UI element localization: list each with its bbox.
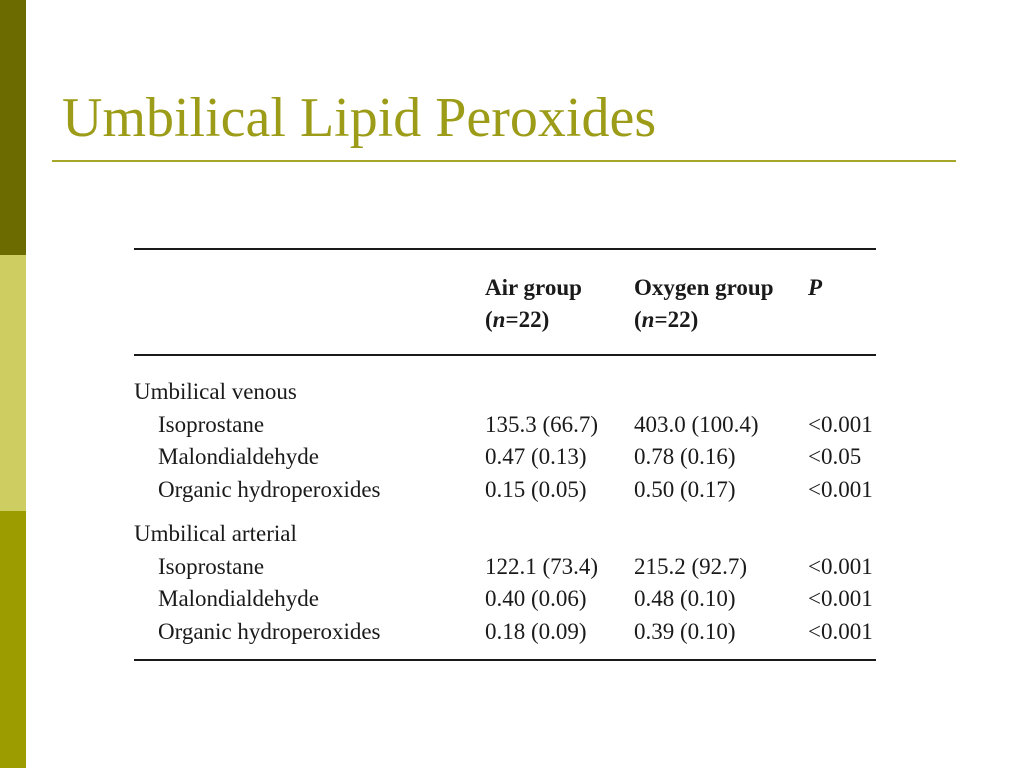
table-header: [134, 250, 876, 354]
header-air-group: [485, 272, 582, 336]
side-bar-light: [0, 255, 26, 511]
slide-title: Umbilical Lipid Peroxides: [62, 87, 657, 149]
table-row: Isoprostane 135.3 (66.7) 403.0 (100.4) <0.001: [158, 412, 873, 437]
table-body: [134, 356, 876, 659]
table-row: Malondialdehyde 0.40 (0.06) 0.48 (0.10) <0.001: [158, 586, 873, 611]
header-air-n: (n=22): [485, 307, 550, 332]
header-p: P: [808, 275, 823, 300]
table-row: Organic hydroperoxides 0.15 (0.05) 0.50 (0.17) <0.001: [158, 477, 873, 502]
table-row: Organic hydroperoxides 0.18 (0.09) 0.39 (0.10) <0.001: [158, 619, 873, 644]
data-table: [134, 248, 876, 661]
table-bottom-rule: [134, 659, 876, 661]
header-oxygen-n: (n=22): [634, 307, 699, 332]
header-air-label: Air group: [485, 275, 582, 300]
title-underline: [52, 160, 956, 162]
side-bar-mid: [0, 511, 26, 768]
table-row: Isoprostane 122.1 (73.4) 215.2 (92.7) <0.001: [158, 554, 873, 579]
table-row: Malondialdehyde 0.47 (0.13) 0.78 (0.16) <0.05: [158, 444, 862, 469]
section-label-venous: Umbilical venous: [134, 379, 297, 404]
side-bar-dark: [0, 0, 26, 255]
section-label-arterial: Umbilical arterial: [134, 521, 297, 546]
header-oxygen-group: [634, 272, 774, 336]
header-oxygen-label: Oxygen group: [634, 275, 774, 300]
